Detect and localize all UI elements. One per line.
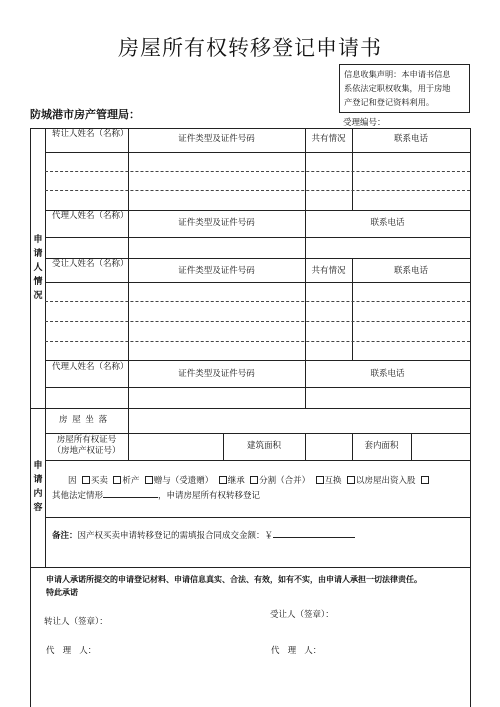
row-line [45,360,470,361]
transferee-id-label: 证件类型及证件号码 [178,266,255,276]
checkbox-split-merge[interactable] [250,476,258,484]
agent2-id-label: 证件类型及证件号码 [178,369,255,379]
transferee-signature-label: 受让人（签章）： [270,610,334,620]
promise-closing: 特此承诺 [46,588,78,597]
info-collection-notice [339,64,470,113]
row-line [45,152,470,153]
cert-number-label: 房屋所有权证号 （房地产权证号） [52,435,121,456]
checkbox-other[interactable] [421,476,429,484]
content-col-divider [305,433,306,460]
checkbox-gift[interactable] [145,476,153,484]
transferor-name-label: 转让人姓名（名称） [52,129,129,139]
agent1-id-label: 证件类型及证件号码 [178,218,255,228]
house-location-label: 房 屋 坐 落 [59,415,109,425]
agent1-phone-label: 联系电话 [370,218,405,228]
transferee-entry-row[interactable] [45,341,470,342]
frame-left [30,128,31,707]
section-label-divider [45,128,46,567]
agent-signature-label-right: 代 理 人： [271,646,322,656]
applicant-section-label: 申 请 人 情 况 [33,235,43,301]
checkbox-equity-contribution[interactable] [347,476,355,484]
contract-amount-input[interactable] [273,537,355,538]
building-area-label: 建筑面积 [246,441,281,451]
frame-right [470,128,471,707]
agent2-phone-label: 联系电话 [370,369,405,379]
checkbox-exchange[interactable] [316,476,324,484]
notice-line: 系依法定职权收集，用于房地 [344,83,451,93]
row-line [45,517,470,518]
transferor-entry-row[interactable] [45,171,470,172]
row-line [45,282,470,283]
transferor-id-label: 证件类型及证件号码 [178,134,255,144]
checkbox-sale[interactable] [82,476,90,484]
transferor-entry-row[interactable] [45,190,470,191]
other-cause-input[interactable] [103,497,158,498]
transferor-signature-label: 转让人（签章）： [44,617,108,627]
promise-line: 申请人承诺所提交的申请登记材料、申请信息真实、合法、有效，如有不实，由申请人承担一切法律责任。 [46,575,422,584]
remark-row: 备注：因产权买卖申请转移登记的需填报合同成交金额：￥ [52,531,355,542]
checkbox-inheritance[interactable] [219,476,227,484]
accept-number-label: 受理编号： [343,118,386,128]
interior-area-label: 套内面积 [364,441,399,451]
checkbox-partition[interactable] [113,476,121,484]
agent2-col-divider [305,360,306,408]
transferee-name-label: 受让人姓名（名称） [52,259,129,269]
section-divider [30,567,471,568]
notice-line: 产登记和登记资料利用。 [344,97,435,107]
row-line [45,433,470,434]
row-line [45,237,470,238]
cause-other-row: 其他法定情形 ，申请房屋所有权转移登记 [52,491,261,501]
transferee-entry-row[interactable] [45,301,470,302]
content-col-divider [128,408,129,460]
row-line [45,460,470,461]
addressee-bureau: 防城港市房产管理局： [30,108,140,121]
agent-signature-label-left: 代 理 人： [46,646,97,656]
agent1-name-label: 代理人姓名（名称） [52,211,129,221]
transferor-share-label: 共有情况 [311,134,346,144]
agent2-name-label: 代理人姓名（名称） [52,362,129,372]
notice-line: 信息收集声明：本申请书信息 [344,69,451,79]
transferee-share-label: 共有情况 [311,266,346,276]
content-col-divider [411,433,412,460]
cause-options-row: 因 买卖 析产 赠与（受遗赠） 继承 分割（合并） 互换 以房屋出资入股 [68,476,430,487]
transferee-entry-row[interactable] [45,321,470,322]
section-divider [30,408,471,409]
row-line [45,387,470,388]
form-title: 房屋所有权转移登记申请书 [118,36,382,60]
transferor-phone-label: 联系电话 [393,134,428,144]
content-section-label: 申 请 内 容 [33,461,43,513]
transferee-phone-label: 联系电话 [393,266,428,276]
